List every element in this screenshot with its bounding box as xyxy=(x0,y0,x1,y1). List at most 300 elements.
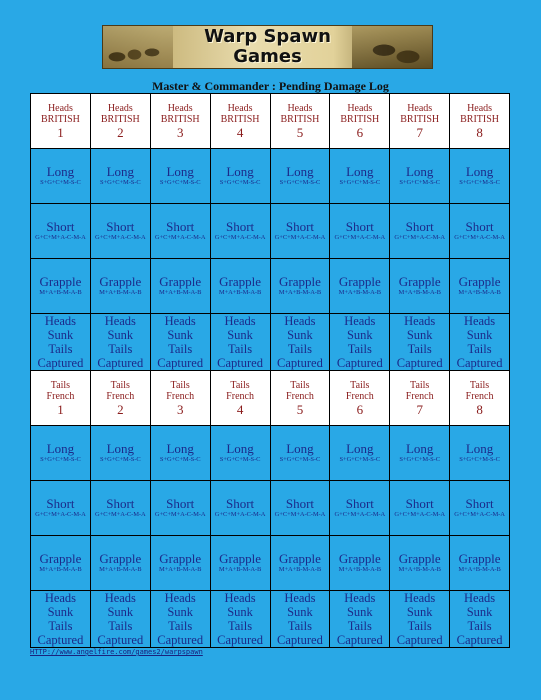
status-option: Tails xyxy=(287,619,312,633)
status-option: Tails xyxy=(228,619,253,633)
status-option: Sunk xyxy=(47,605,74,619)
damage-code: M+A+B-M-A-B xyxy=(278,289,322,296)
status-option: Heads xyxy=(404,314,436,328)
grapple-cell[interactable] xyxy=(390,259,450,314)
long-range-cell[interactable] xyxy=(210,149,270,204)
status-cell[interactable] xyxy=(390,314,450,371)
short-range-cell[interactable] xyxy=(150,204,210,259)
status-option: Tails xyxy=(467,619,492,633)
grapple-cell[interactable] xyxy=(90,259,150,314)
ship-number: 1 xyxy=(57,401,64,417)
damage-code: M+A+B-M-A-B xyxy=(99,289,142,296)
damage-code: S+G+C+M-S-C xyxy=(40,456,81,463)
side-label: Tails xyxy=(469,379,490,391)
nation-label: BRITISH xyxy=(160,113,200,125)
status-option: Captured xyxy=(97,356,144,370)
long-range-cell[interactable] xyxy=(31,149,91,204)
status-option: Tails xyxy=(407,342,432,356)
damage-code: G+C+M+A-C-M-A xyxy=(154,234,206,241)
damage-code: S+G+C+M-S-C xyxy=(100,179,141,186)
grapple-cell[interactable] xyxy=(330,259,390,314)
range-label: Grapple xyxy=(279,274,321,289)
damage-code: S+G+C+M-S-C xyxy=(339,456,381,463)
status-cell[interactable] xyxy=(390,591,450,648)
short-range-cell[interactable] xyxy=(270,204,330,259)
ship-number: 3 xyxy=(176,124,184,140)
grapple-cell[interactable] xyxy=(150,259,210,314)
status-option: Sunk xyxy=(107,328,134,342)
nation-label: French xyxy=(46,390,75,402)
status-cell[interactable] xyxy=(90,314,150,371)
side-label: Tails xyxy=(170,379,190,391)
range-label: Long xyxy=(286,441,314,456)
short-range-cell[interactable] xyxy=(330,481,390,536)
status-option: Heads xyxy=(284,314,316,328)
ship-header-cell xyxy=(210,94,270,149)
ship-header-cell xyxy=(150,94,210,149)
damage-log-table xyxy=(30,93,510,648)
grapple-cell[interactable] xyxy=(270,536,330,591)
range-label: Long xyxy=(465,164,494,179)
range-label: Short xyxy=(465,219,494,234)
side-label: Heads xyxy=(287,102,313,114)
status-cell[interactable] xyxy=(210,314,270,371)
status-cell[interactable] xyxy=(210,591,270,648)
damage-code: G+C+M+A-C-M-A xyxy=(95,511,146,518)
ship-header-cell xyxy=(330,371,390,426)
long-range-cell[interactable] xyxy=(270,426,330,481)
short-range-row xyxy=(31,481,510,536)
long-range-cell[interactable] xyxy=(270,149,330,204)
status-option: Captured xyxy=(97,633,144,647)
status-option: Captured xyxy=(217,356,263,370)
ship-number: 6 xyxy=(356,401,364,417)
section-header-row xyxy=(31,94,510,149)
side-label: Tails xyxy=(350,379,370,391)
status-option: Heads xyxy=(44,591,77,605)
short-range-cell[interactable] xyxy=(90,481,150,536)
range-label: Short xyxy=(225,496,255,511)
range-label: Short xyxy=(345,219,374,234)
damage-code: M+A+B-M-A-B xyxy=(278,566,322,573)
long-range-cell[interactable] xyxy=(330,426,390,481)
range-label: Short xyxy=(46,219,75,234)
ship-header-cell xyxy=(90,94,150,149)
nation-label: BRITISH xyxy=(400,113,440,125)
side-label: Tails xyxy=(50,379,71,391)
range-label: Grapple xyxy=(219,274,261,289)
status-row xyxy=(31,591,510,648)
long-range-cell[interactable] xyxy=(150,426,210,481)
status-option: Tails xyxy=(228,342,253,356)
long-range-cell[interactable] xyxy=(150,149,210,204)
status-option: Heads xyxy=(224,314,256,328)
short-range-cell[interactable] xyxy=(390,204,450,259)
range-label: Long xyxy=(465,441,494,456)
range-label: Long xyxy=(106,441,135,456)
short-range-cell[interactable] xyxy=(450,204,510,259)
range-label: Grapple xyxy=(39,551,82,566)
status-cell[interactable] xyxy=(150,314,210,371)
status-option: Captured xyxy=(396,356,443,370)
damage-code: M+A+B-M-A-B xyxy=(458,289,501,296)
range-label: Grapple xyxy=(159,551,202,566)
grapple-cell[interactable] xyxy=(31,536,91,591)
status-option: Captured xyxy=(37,356,84,370)
status-option: Sunk xyxy=(227,605,253,619)
damage-code: S+G+C+M-S-C xyxy=(399,456,440,463)
status-option: Heads xyxy=(164,314,196,328)
ship-header-cell xyxy=(330,94,390,149)
grapple-cell[interactable] xyxy=(330,536,390,591)
nation-label: French xyxy=(166,390,195,402)
status-option: Heads xyxy=(104,314,136,328)
damage-code: G+C+M+A-C-M-A xyxy=(35,511,86,518)
damage-code: G+C+M+A-C-M-A xyxy=(454,511,505,518)
status-cell[interactable] xyxy=(270,591,330,648)
ship-header-cell xyxy=(150,371,210,426)
range-label: Grapple xyxy=(458,551,501,566)
damage-code: G+C+M+A-C-M-A xyxy=(394,511,445,518)
damage-code: G+C+M+A-C-M-A xyxy=(394,234,445,241)
damage-code: S+G+C+M-S-C xyxy=(219,456,261,463)
range-label: Short xyxy=(465,496,494,511)
range-label: Grapple xyxy=(398,274,441,289)
status-option: Captured xyxy=(37,633,84,647)
ship-header-cell xyxy=(450,94,510,149)
range-label: Long xyxy=(166,164,194,179)
status-option: Sunk xyxy=(287,605,313,619)
range-label: Short xyxy=(345,496,374,511)
status-option: Tails xyxy=(407,619,432,633)
long-range-row xyxy=(31,149,510,204)
damage-code: G+C+M+A-C-M-A xyxy=(334,234,386,241)
banner-title: Warp Spawn Games xyxy=(204,26,331,67)
range-label: Short xyxy=(285,496,315,511)
status-option: Captured xyxy=(277,633,323,647)
damage-code: S+G+C+M-S-C xyxy=(219,179,261,186)
grapple-cell[interactable] xyxy=(390,536,450,591)
damage-code: M+A+B-M-A-B xyxy=(398,566,441,573)
range-label: Grapple xyxy=(338,274,381,289)
side-label: Heads xyxy=(227,102,253,114)
long-range-cell[interactable] xyxy=(90,426,150,481)
status-option: Heads xyxy=(44,314,77,328)
long-range-cell[interactable] xyxy=(90,149,150,204)
status-option: Captured xyxy=(157,633,204,647)
status-option: Heads xyxy=(164,591,196,605)
short-range-cell[interactable] xyxy=(31,481,91,536)
grapple-cell[interactable] xyxy=(150,536,210,591)
range-label: Short xyxy=(166,496,195,511)
side-label: Heads xyxy=(347,102,373,114)
range-label: Grapple xyxy=(458,274,501,289)
status-cell[interactable] xyxy=(330,591,390,648)
grapple-cell[interactable] xyxy=(210,259,270,314)
status-option: Tails xyxy=(347,619,372,633)
range-label: Grapple xyxy=(219,551,261,566)
status-option: Heads xyxy=(104,591,136,605)
range-label: Short xyxy=(166,219,195,234)
ship-header-cell xyxy=(90,371,150,426)
range-label: Grapple xyxy=(39,274,82,289)
range-label: Grapple xyxy=(279,551,321,566)
range-label: Short xyxy=(405,496,434,511)
long-range-row xyxy=(31,426,510,481)
short-range-row xyxy=(31,204,510,259)
ship-header-cell xyxy=(210,371,270,426)
damage-code: S+G+C+M-S-C xyxy=(100,456,141,463)
status-option: Sunk xyxy=(406,605,433,619)
ship-number: 6 xyxy=(356,124,364,140)
side-label: Heads xyxy=(167,102,193,114)
grapple-cell[interactable] xyxy=(210,536,270,591)
damage-code: M+A+B-M-A-B xyxy=(338,566,381,573)
status-option: Tails xyxy=(48,342,73,356)
side-label: Heads xyxy=(107,102,133,114)
grapple-cell[interactable] xyxy=(31,259,91,314)
status-option: Sunk xyxy=(167,605,194,619)
status-cell[interactable] xyxy=(31,591,91,648)
ship-header-cell xyxy=(390,94,450,149)
range-label: Long xyxy=(286,164,314,179)
status-option: Heads xyxy=(344,591,376,605)
long-range-cell[interactable] xyxy=(450,149,510,204)
damage-code: M+A+B-M-A-B xyxy=(458,566,501,573)
damage-code: G+C+M+A-C-M-A xyxy=(214,234,266,241)
nation-label: BRITISH xyxy=(220,113,260,125)
side-label: Tails xyxy=(230,379,250,391)
status-option: Sunk xyxy=(346,328,373,342)
range-label: Long xyxy=(46,164,75,179)
damage-code: G+C+M+A-C-M-A xyxy=(35,234,86,241)
grapple-row xyxy=(31,259,510,314)
page-title: Master & Commander : Pending Damage Log xyxy=(152,79,389,93)
side-label: Tails xyxy=(110,379,130,391)
range-label: Short xyxy=(225,219,255,234)
damage-code: S+G+C+M-S-C xyxy=(399,179,440,186)
grapple-cell[interactable] xyxy=(450,536,510,591)
damage-code: M+A+B-M-A-B xyxy=(218,566,262,573)
short-range-cell[interactable] xyxy=(210,481,270,536)
status-option: Tails xyxy=(48,619,73,633)
range-label: Long xyxy=(226,164,254,179)
ship-number: 7 xyxy=(416,401,423,417)
damage-code: M+A+B-M-A-B xyxy=(398,289,441,296)
range-label: Grapple xyxy=(338,551,381,566)
status-row xyxy=(31,314,510,371)
long-range-cell[interactable] xyxy=(390,426,450,481)
range-label: Long xyxy=(346,441,374,456)
nation-label: BRITISH xyxy=(460,113,500,125)
damage-code: M+A+B-M-A-B xyxy=(99,566,142,573)
damage-code: G+C+M+A-C-M-A xyxy=(214,511,266,518)
status-option: Tails xyxy=(287,342,312,356)
long-range-cell[interactable] xyxy=(450,426,510,481)
range-label: Long xyxy=(106,164,135,179)
ship-header-cell xyxy=(31,371,91,426)
status-option: Tails xyxy=(168,619,193,633)
status-option: Sunk xyxy=(287,328,313,342)
short-range-cell[interactable] xyxy=(210,204,270,259)
ship-header-cell xyxy=(270,371,330,426)
damage-code: G+C+M+A-C-M-A xyxy=(274,234,326,241)
status-cell[interactable] xyxy=(450,591,510,648)
ship-number: 2 xyxy=(117,401,124,417)
damage-code: S+G+C+M-S-C xyxy=(40,179,81,186)
range-label: Long xyxy=(226,441,254,456)
short-range-cell[interactable] xyxy=(270,481,330,536)
long-range-cell[interactable] xyxy=(210,426,270,481)
range-label: Grapple xyxy=(159,274,202,289)
footer-link[interactable]: HTTP://www.angelfire.com/games2/warpspawn xyxy=(30,648,203,656)
damage-code: G+C+M+A-C-M-A xyxy=(154,511,206,518)
status-option: Heads xyxy=(224,591,256,605)
status-cell[interactable] xyxy=(450,314,510,371)
status-option: Sunk xyxy=(466,605,493,619)
short-range-cell[interactable] xyxy=(31,204,91,259)
nation-label: BRITISH xyxy=(340,113,380,125)
status-cell[interactable] xyxy=(31,314,91,371)
ship-number: 5 xyxy=(296,401,304,417)
ship-number: 3 xyxy=(176,401,184,417)
status-option: Captured xyxy=(336,633,383,647)
ship-number: 4 xyxy=(236,401,244,417)
status-option: Tails xyxy=(108,619,133,633)
short-range-cell[interactable] xyxy=(150,481,210,536)
status-option: Captured xyxy=(217,633,263,647)
status-option: Heads xyxy=(404,591,436,605)
damage-code: S+G+C+M-S-C xyxy=(279,456,321,463)
ship-number: 2 xyxy=(117,124,124,140)
status-option: Captured xyxy=(336,356,383,370)
status-option: Heads xyxy=(344,314,376,328)
nation-label: BRITISH xyxy=(280,113,320,125)
status-option: Captured xyxy=(456,356,503,370)
long-range-cell[interactable] xyxy=(330,149,390,204)
status-option: Tails xyxy=(467,342,492,356)
ship-number: 7 xyxy=(416,124,423,140)
grapple-row xyxy=(31,536,510,591)
nation-label: French xyxy=(345,390,374,402)
status-option: Heads xyxy=(284,591,316,605)
damage-code: M+A+B-M-A-B xyxy=(159,566,202,573)
side-label: Tails xyxy=(290,379,310,391)
nation-label: French xyxy=(106,390,135,402)
long-range-cell[interactable] xyxy=(31,426,91,481)
range-label: Short xyxy=(106,496,135,511)
ship-header-cell xyxy=(270,94,330,149)
damage-code: M+A+B-M-A-B xyxy=(39,566,82,573)
range-label: Long xyxy=(46,441,75,456)
grapple-cell[interactable] xyxy=(450,259,510,314)
status-cell[interactable] xyxy=(270,314,330,371)
short-range-cell[interactable] xyxy=(90,204,150,259)
status-option: Captured xyxy=(396,633,443,647)
damage-code: M+A+B-M-A-B xyxy=(338,289,381,296)
damage-code: S+G+C+M-S-C xyxy=(279,179,321,186)
range-label: Long xyxy=(405,164,434,179)
range-label: Short xyxy=(285,219,315,234)
damage-code: G+C+M+A-C-M-A xyxy=(454,234,505,241)
status-option: Heads xyxy=(463,314,496,328)
side-label: Heads xyxy=(47,102,73,114)
section-header-row xyxy=(31,371,510,426)
ship-number: 5 xyxy=(296,124,304,140)
damage-code: G+C+M+A-C-M-A xyxy=(274,511,326,518)
damage-code: G+C+M+A-C-M-A xyxy=(95,234,146,241)
status-cell[interactable] xyxy=(90,591,150,648)
range-label: Short xyxy=(106,219,135,234)
status-option: Heads xyxy=(463,591,496,605)
status-option: Sunk xyxy=(466,328,493,342)
side-label: Tails xyxy=(410,379,430,391)
status-option: Sunk xyxy=(346,605,373,619)
range-label: Grapple xyxy=(398,551,441,566)
banner-logo xyxy=(102,25,433,69)
ship-header-cell xyxy=(450,371,510,426)
damage-code: G+C+M+A-C-M-A xyxy=(334,511,386,518)
status-option: Captured xyxy=(456,633,503,647)
ship-number: 8 xyxy=(476,124,483,140)
nation-label: BRITISH xyxy=(40,113,80,125)
ship-number: 8 xyxy=(476,401,483,417)
short-range-cell[interactable] xyxy=(330,204,390,259)
damage-code: M+A+B-M-A-B xyxy=(39,289,82,296)
range-label: Long xyxy=(346,164,374,179)
range-label: Long xyxy=(405,441,434,456)
status-cell[interactable] xyxy=(150,591,210,648)
range-label: Long xyxy=(166,441,194,456)
ship-header-cell xyxy=(390,371,450,426)
status-option: Captured xyxy=(277,356,323,370)
side-label: Heads xyxy=(467,102,493,114)
status-option: Sunk xyxy=(47,328,74,342)
short-range-cell[interactable] xyxy=(450,481,510,536)
range-label: Short xyxy=(46,496,75,511)
damage-code: M+A+B-M-A-B xyxy=(159,289,202,296)
damage-code: S+G+C+M-S-C xyxy=(459,456,500,463)
status-option: Sunk xyxy=(107,605,134,619)
damage-code: S+G+C+M-S-C xyxy=(159,456,201,463)
short-range-cell[interactable] xyxy=(390,481,450,536)
ship-header-cell xyxy=(31,94,91,149)
nation-label: French xyxy=(286,390,314,402)
status-option: Tails xyxy=(168,342,193,356)
ship-number: 4 xyxy=(236,124,244,140)
ship-number: 1 xyxy=(57,124,64,140)
grapple-cell[interactable] xyxy=(270,259,330,314)
status-option: Tails xyxy=(108,342,133,356)
long-range-cell[interactable] xyxy=(390,149,450,204)
damage-code: S+G+C+M-S-C xyxy=(159,179,201,186)
nation-label: French xyxy=(405,390,434,402)
status-option: Sunk xyxy=(167,328,194,342)
nation-label: French xyxy=(226,390,254,402)
nation-label: BRITISH xyxy=(100,113,140,125)
status-cell[interactable] xyxy=(330,314,390,371)
range-label: Short xyxy=(405,219,434,234)
range-label: Grapple xyxy=(99,274,142,289)
damage-code: S+G+C+M-S-C xyxy=(339,179,381,186)
range-label: Grapple xyxy=(99,551,142,566)
side-label: Heads xyxy=(407,102,433,114)
grapple-cell[interactable] xyxy=(90,536,150,591)
damage-code: S+G+C+M-S-C xyxy=(459,179,500,186)
status-option: Sunk xyxy=(406,328,433,342)
status-option: Sunk xyxy=(227,328,253,342)
damage-code: M+A+B-M-A-B xyxy=(218,289,262,296)
